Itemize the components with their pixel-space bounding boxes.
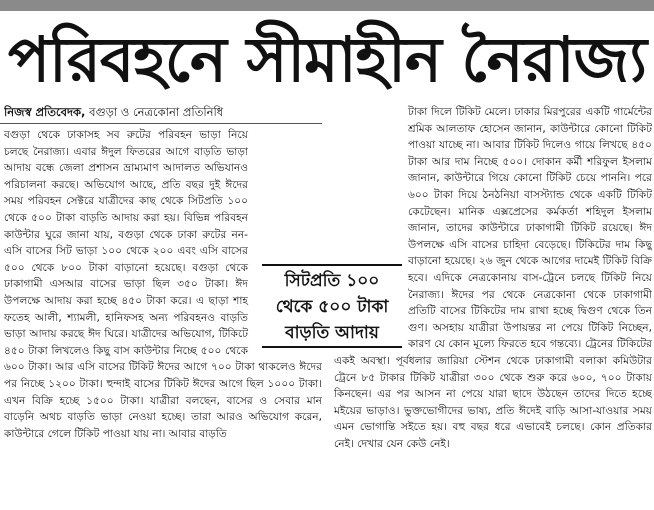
article-text-left: বগুড়া থেকে ঢাকাসহ সব রুটের পরিবহন ভাড়া নিয়ে চলছে নৈরাজ্য। এবার ঈদুল ফিতরের আগে বাড়তি ভাড়া আদায় বন্ধে জেলা প্রশাসন ভ্রাম্যমাণ আদালত অভিযানও পরিচালনা করছে। অভিযোগ আছে, প্রতি বছর দুই ঈদের সময় পরিবহন সেক্টরে যাত্রীদের কাছ থেকে সিটপ্রতি ১০০ থেকে ৫০০ টাকা বাড়তি আদায় করা হয়। বিভিন্ন পরিবহন কাউন্টার ঘুরে জানা যায়, বগুড়া থেকে ঢাকা রুটের নন-এসি বাসের সিট ভাড়া ১০০ থেকে ২০০ এবং এসি বাসের ৫০০ থেকে ৮০০ টাকা বাড়ানো হয়েছে। বগুড়া থেকে ঢাকাগামী এসআর বাসের ভাড়া ছিল ৩৫০ টাকা। ঈদ উপলক্ষে আদায় করা হচ্ছে ৪৫০ টাকা করে। এ ছাড়া শাহ ফতেহ আলী, শ্যামলী, হানিফসহ অন্য পরিবহনও বাড়তি ভাড়া আদায় করছে ঈদ ঘিরে। যাত্রীদের অভিযোগ, টিকিটে ৪৫০ টাকা লিখলেও কিছু বাস কাউন্টার নিচ্ছে ৫০০ থেকে ৬০০ টাকা। আর এসি বাসের টিকিট ঈদের আগে ৭০০ টাকা থাকলেও ঈদের পর নিচ্ছে ১২০০ টাকা। হুন্দাই বাসের টিকিট ঈদের আগে ছিল ১০০০ টাকা। এখন বিক্রি হচ্ছে ১৫০০ টাকা। যাত্রীরা বলছেন, বাসের ও সেবার মান বাড়েনি অথচ বাড়তি ভাড়া নেওয়া হচ্ছে। তারা আরও অভিযোগ করেন, কাউন্টারে গেলে টিকিট পাওয়া যায় না। আবার বাড়তি bbox=[4, 129, 322, 440]
top-rule bbox=[0, 0, 654, 11]
byline-reporter: নিজস্ব প্রতিবেদক, bbox=[4, 105, 86, 119]
pullquote-line-2: থেকে ৫০০ টাকা bbox=[275, 297, 389, 317]
pullquote-line-3: বাড়তি আদায় bbox=[285, 323, 379, 343]
article-text-right: টাকা দিলে টিকিট মেলে। ঢাকার মিরপুরের একটি গার্মেন্টের শ্রমিক আলতাফ হোসেন জানান, কাউন্টারে কোনো টিকিট পাওয়া যাচ্ছে না। আবার টিকিট দিলেও গায়ে লিখছে ৪৫০ টাকা আর দাম নিচ্ছে ৫০০। দোকান কর্মী শরিফুল ইসলাম জানান, কাউন্টারে গিয়ে কোনো টিকিট চেয়ে পাননি। পরে ৬০০ টাকা দিয়ে ঠনঠনিয়া বাসস্ট্যান্ড থেকে একটি টিকিট কেটেছেন। মানিক এক্সপ্রেসের কর্মকর্তা শহিদুল ইসলাম জানান, তাদের কাউন্টারে ঢাকাগামী টিকিট রয়েছে। ঈদ উপলক্ষে এসি বাসের চাহিদা বেড়েছে। টিকিটের দাম কিছু বাড়ানো হয়েছে। ২৬ জুন থেকে আগের দামেই টিকিট বিক্রি হবে। এদিকে নেত্রকোনায় বাস-ট্রেনে চলছে টিকিট নিয়ে নৈরাজ্য। ঈদের পর থেকে নেত্রকোনা থেকে ঢাকাগামী প্রতিটি বাসের টিকিটের দাম রাখা হচ্ছে দ্বিগুণ থেকে তিন গুণ। অসহায় যাত্রীরা উপায়ন্তর না পেয়ে টিকিট নিচ্ছেন, কারণ যে কোন মূল্যে ফিরতে হবে গন্তব্যে। ট্রেনের টিকিটের একই অবস্থা। পূর্বধলার জারিয়া স্টেশন থেকে ঢাকাগামী বলাকা কমিউটার ট্রেনে ৮৫ টাকার টিকিট যাত্রীরা ৩০০ থেকে শুরু করে ৬০০, ৭০০ টাকায় কিনছেন। এর পর আসন না পেয়ে যারা ছাদে উঠছেন তাদের দিতে হচ্ছে মইয়ের ভাড়াও। ভুক্তভোগীদের ভাষ্য, প্রতি ঈদেই বাড়ি আসা-যাওয়ার সময় এমন ভোগান্তি সইতে হয়। বহু বছর ধরে এভাবেই চলছে। কোন প্রতিকার নেই। দেখার যেন কেউ নেই। bbox=[334, 106, 652, 450]
byline bbox=[4, 103, 322, 121]
byline-locations: বগুড়া ও নেত্রকোনা প্রতিনিধি bbox=[85, 105, 224, 119]
pullquote bbox=[262, 264, 402, 348]
headline: পরিবহনে সীমাহীন নৈরাজ্য bbox=[7, 23, 647, 96]
byline-rule bbox=[0, 123, 322, 124]
pullquote-line-1: সিটপ্রতি ১০০ bbox=[284, 271, 380, 291]
